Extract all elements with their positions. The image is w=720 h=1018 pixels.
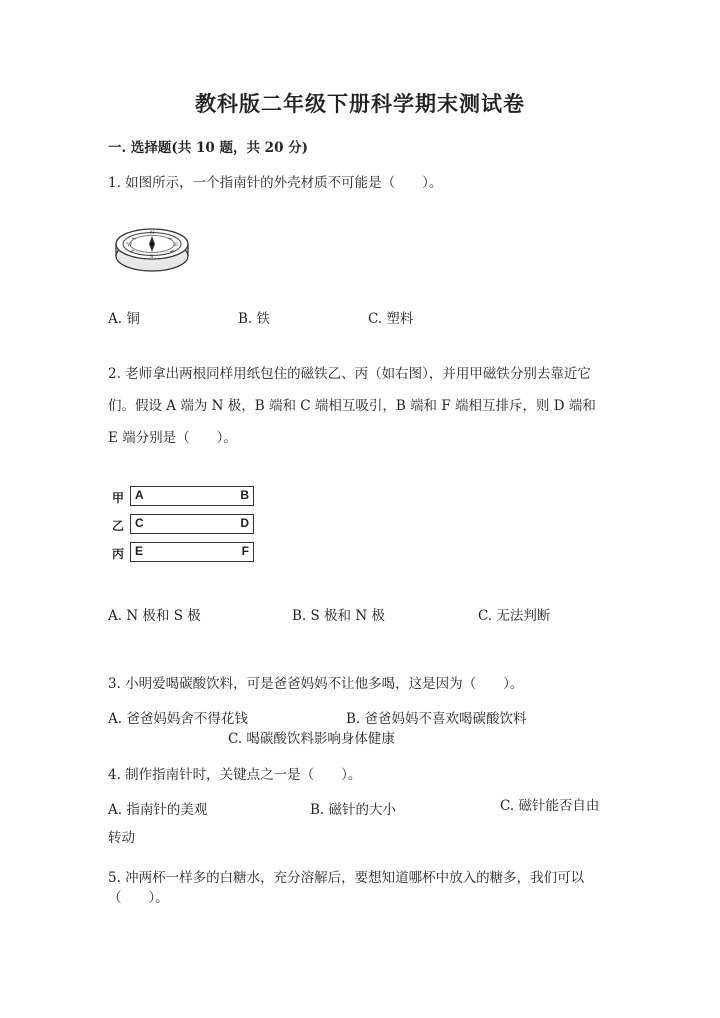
question-3-option-a: A. 爸爸妈妈舍不得花钱 [108,711,248,727]
section-heading: 一. 选择题(共 10 题，共 20 分) [108,140,309,156]
svg-text:N: N [150,230,155,236]
magnet-right-end-label: B [240,488,249,502]
magnet-name-label: 丙 [112,547,125,561]
question-4-option-b: B. 磁针的大小 [310,802,397,818]
question-2-option-a: A. N 极和 S 极 [108,608,201,624]
magnet-right-end-label: D [240,516,249,530]
magnet-bar [130,542,254,562]
magnet-name-label: 甲 [112,491,125,505]
magnet-right-end-label: F [241,544,249,558]
magnet-row [112,486,262,510]
magnet-left-end-label: A [135,488,144,502]
magnets-diagram [112,480,262,570]
question-1-option-c: C. 塑料 [368,311,414,327]
question-3-stem: 3. 小明爱喝碳酸饮料，可是爸爸妈妈不让他多喝，这是因为（ ）。 [108,676,524,692]
magnet-left-end-label: E [135,544,144,558]
question-3-option-b: B. 爸爸妈妈不喜欢喝碳酸饮料 [346,711,527,727]
magnet-bar [130,514,254,534]
question-1-stem: 1. 如图所示，一个指南针的外壳材质不可能是（ ）。 [108,175,443,191]
magnet-row [112,514,262,538]
svg-text:W: W [127,242,133,248]
page-title: 教科版二年级下册科学期末测试卷 [195,91,525,116]
magnet-name-label: 乙 [112,519,125,533]
question-2-option-c: C. 无法判断 [478,608,551,624]
question-2-stem: 2. 老师拿出两根同样用纸包住的磁铁乙、丙（如右图），并用甲磁铁分别去靠近它们。假设 A 端为 N 极，B 端和 C 端相互吸引，B 端和 F 端相互排斥，则 D 端和 E 端分别是（ ）。 [108,366,596,446]
question-3-option-c: C. 喝碳酸饮料影响身体健康 [228,731,395,747]
question-4-option-a: A. 指南针的美观 [108,802,208,818]
question-5-stem: 5. 冲两杯一样多的白糖水，充分溶解后，要想知道哪杯中放入的糖多，我们可以（ ）。 [108,870,585,906]
question-4-stem: 4. 制作指南针时，关键点之一是（ ）。 [108,767,362,783]
magnet-row [112,542,262,566]
question-2-option-b: B. S 极和 N 极 [292,608,385,624]
magnet-left-end-label: C [135,516,144,530]
compass-image [112,212,192,278]
svg-text:E: E [174,242,178,248]
question-1-option-b: B. 铁 [238,311,271,327]
question-1-option-a: A. 铜 [108,311,140,327]
svg-text:S: S [150,254,154,260]
question-4-option-c: C. 磁针能否自由转动 [108,798,600,846]
magnet-bar [130,486,254,506]
